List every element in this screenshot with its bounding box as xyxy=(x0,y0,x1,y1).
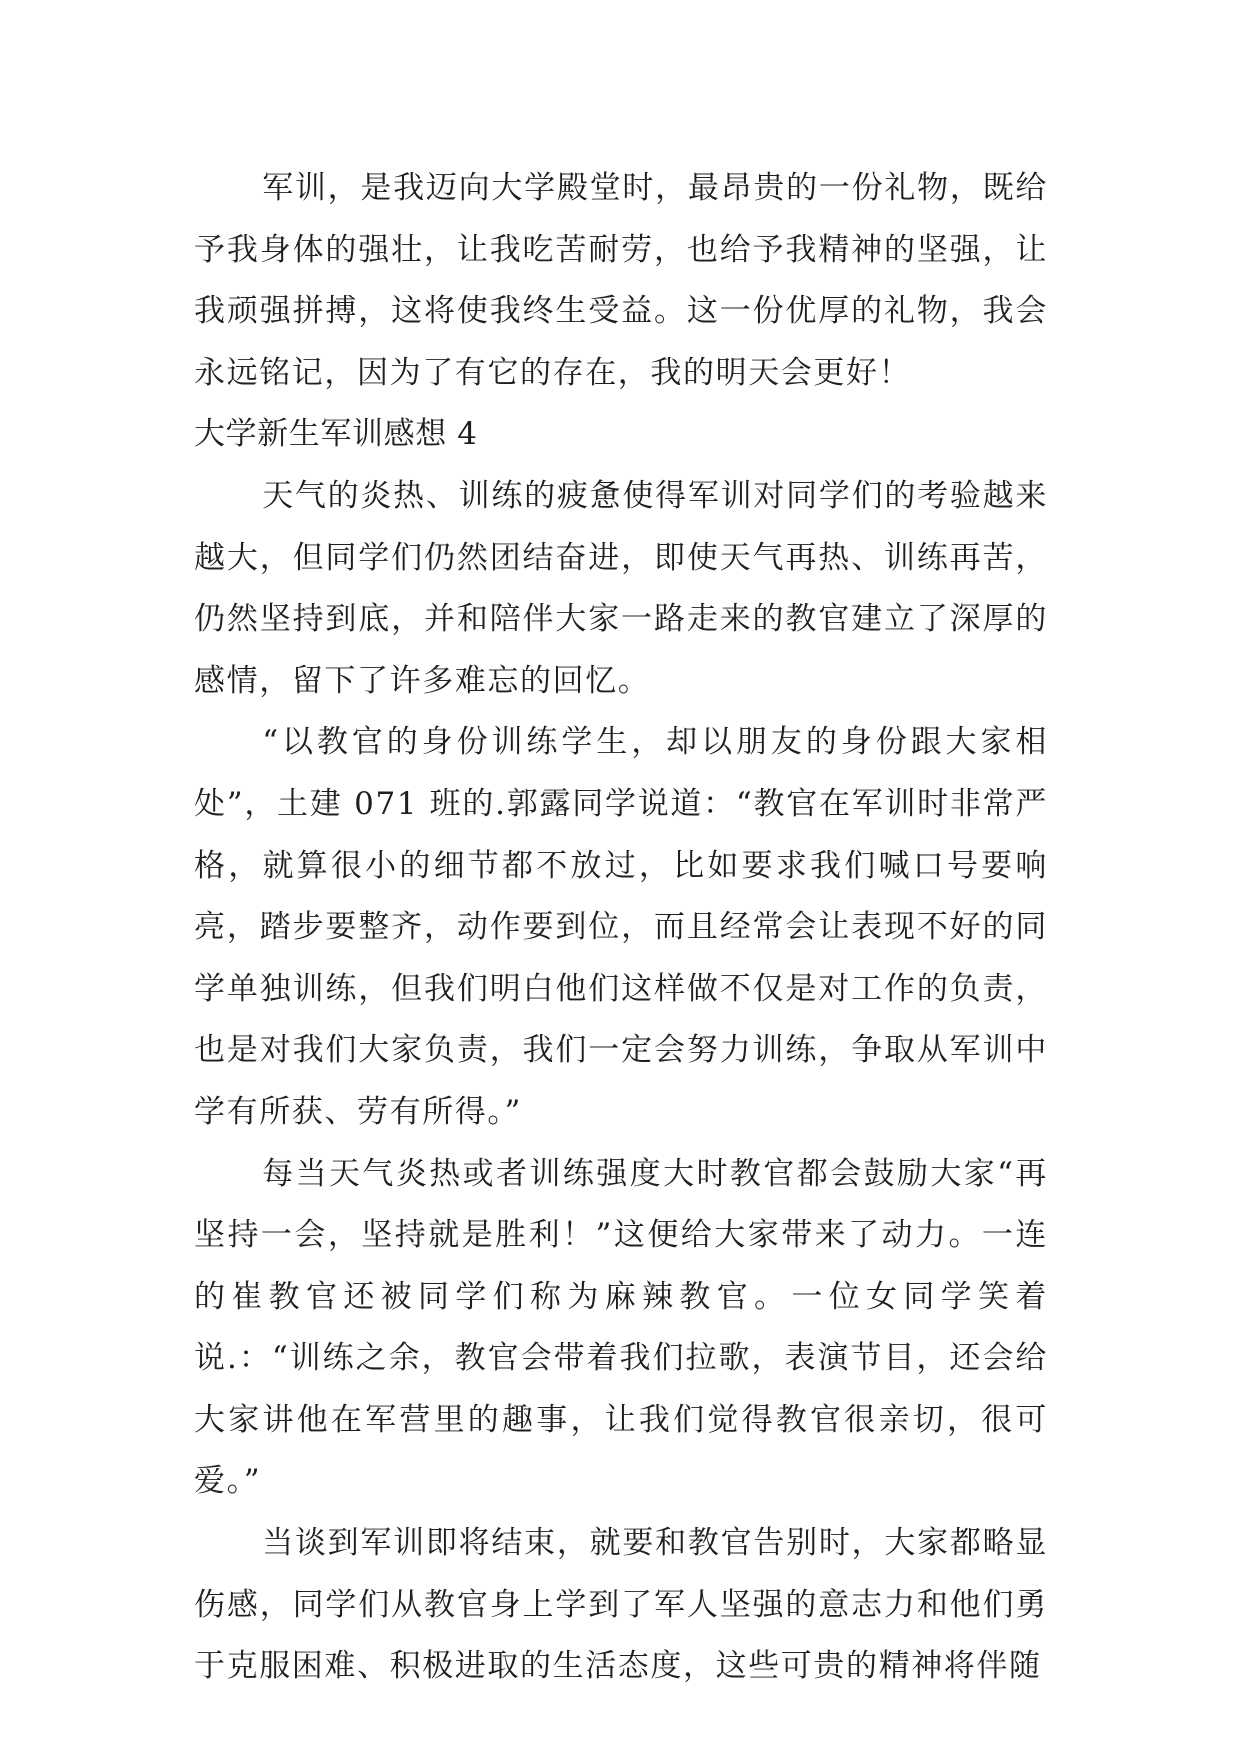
paragraph-farewell: 当谈到军训即将结束，就要和教官告别时，大家都略显伤感，同学们从教官身上学到了军人坚强的意志力和他们勇于克服困难、积极进取的生活态度，这些可贵的精神将伴随 xyxy=(194,1525,1048,1685)
section-heading: 大学新生军训感想 4 xyxy=(194,416,478,453)
paragraph-instructor-encouragement: 每当天气炎热或者训练强度大时教官都会鼓励大家“再坚持一会，坚持就是胜利！”这便给大家带来了动力。一连的崔教官还被同学们称为麻辣教官。一位女同学笑着说.：“训练之余，教官会带着我们拉歌，表演节目，还会给大家讲他在军营里的趣事，让我们觉得教官很亲切，很可爱。” xyxy=(194,1155,1048,1500)
paragraph-military-training-gift: 军训，是我迈向大学殿堂时，最昂贵的一份礼物，既给予我身体的强壮，让我吃苦耐劳，也给予我精神的坚强，让我顽强拼搏，这将使我终生受益。这一份优厚的礼物，我会永远铭记，因为了有它的存在，我的明天会更好！ xyxy=(194,170,1048,391)
document-body xyxy=(194,158,1048,1698)
paragraph-weather-training: 天气的炎热、训练的疲惫使得军训对同学们的考验越来越大，但同学们仍然团结奋进，即使天气再热、训练再苦，仍然坚持到底，并和陪伴大家一路走来的教官建立了深厚的感情，留下了许多难忘的回忆。 xyxy=(194,477,1048,699)
paragraph-student-quote: “以教官的身份训练学生，却以朋友的身份跟大家相处”，土建 071 班的.郭露同学说道：“教官在军训时非常严格，就算很小的细节都不放过，比如要求我们喊口号要响亮，踏步要整齐，动作要到位，而且经常会让表现不好的同学单独训练，但我们明白他们这样做不仅是对工作的负责，也是对我们大家负责，我们一定会努力训练，争取从军训中学有所获、劳有所得。” xyxy=(194,724,1048,1130)
